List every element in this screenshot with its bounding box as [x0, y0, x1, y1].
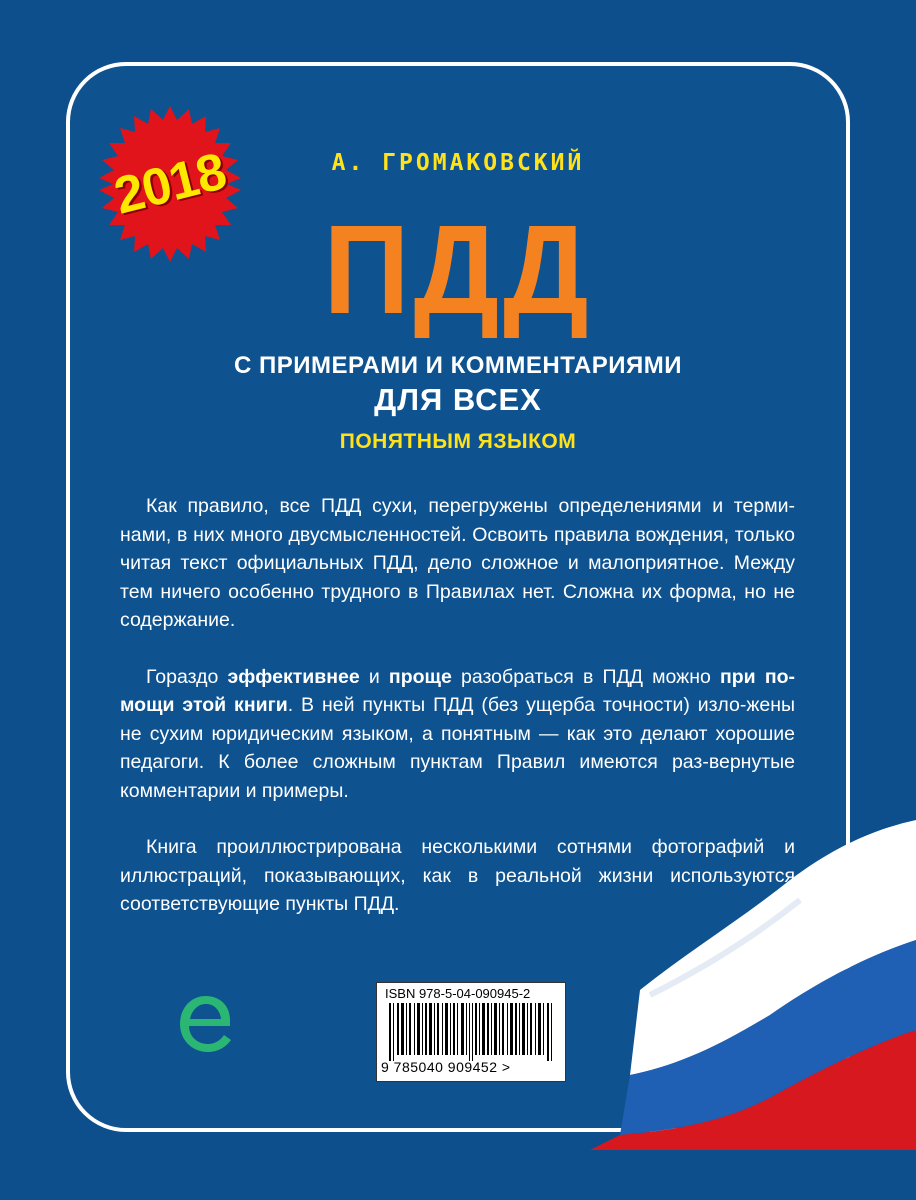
paragraph-3: Книга проиллюстрирована несколькими сотнями фотографий и иллюстраций, показывающих, как в реальной жизни используются соответствующие пункты ПДД. [120, 836, 795, 915]
isbn-barcode-box [376, 982, 566, 1082]
p2-bold-2: проще [388, 665, 452, 688]
paragraph-1: Как правило, все ПДД сухи, перегружены определениями и терми-нами, в них много двусмысленностей. Освоить правила вождения, только читая текст официальных ПДД, дело сложное и малоприятное. Между тем ничего особенно трудного в Правилах нет. Сложна их форма, но не содержание. [120, 495, 795, 631]
p2-bold-3: при по-мощи этой книги [120, 665, 796, 716]
p2-text-1: Гораздо [146, 665, 228, 688]
book-title: ПДД [323, 199, 593, 341]
publisher-e-logo-icon [172, 990, 240, 1058]
year-label: 2018 [108, 142, 232, 226]
p2-bold-1: эффективнее [227, 665, 360, 688]
p2-text-3: разобраться в ПДД можно [451, 665, 720, 688]
barcode-icon [389, 1003, 555, 1061]
subtitle-line-2: ДЛЯ ВСЕХ [374, 382, 542, 417]
isbn-digits: 9 785040 909452 > [381, 1059, 511, 1075]
russian-flag-icon [570, 820, 916, 1150]
paragraph-2 [120, 663, 795, 806]
author-name: А. ГРОМАКОВСКИЙ [331, 150, 585, 176]
subtitle-line-3: ПОНЯТНЫМ ЯЗЫКОМ [339, 430, 577, 453]
subtitle-line-1: С ПРИМЕРАМИ И КОММЕНТАРИЯМИ [234, 352, 682, 379]
p2-text-2: и [359, 665, 389, 688]
p2-text-4: . В ней пункты ПДД (без ущерба точности) изло-жены не сухим юридическим языком, а понятным — как это делают хорошие педагоги. К более сложным пунктам Правил имеются раз-вернутые комментарии и примеры. [120, 694, 795, 802]
isbn-label: ISBN 978-5-04-090945-2 [385, 986, 531, 1001]
